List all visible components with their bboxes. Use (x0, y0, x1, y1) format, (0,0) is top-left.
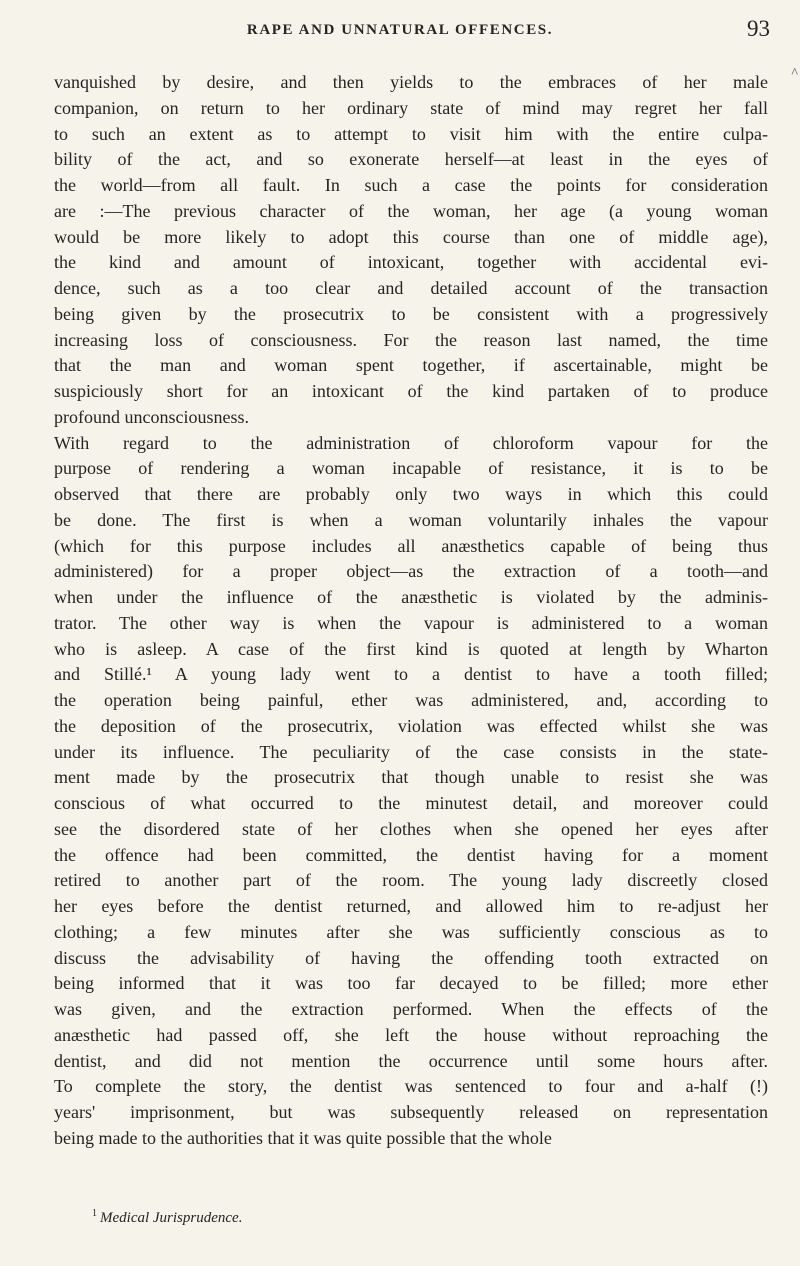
text-line: To complete the story, the dentist was sentenced to four and a-half (!) (54, 1076, 768, 1097)
text-line: dence, such as a too clear and detailed account of the transaction (54, 278, 768, 298)
running-head-title: RAPE AND UNNATURAL OFFENCES. (246, 22, 554, 38)
text-line: bility of the act, and so exonerate herself—at least in the eyes of (54, 149, 768, 170)
text-line: when under the influence of the anæsthetic is violated by the adminis- (54, 587, 768, 607)
text-line: see the disordered state of her clothes when she opened her eyes after (54, 818, 768, 839)
text-line: that the man and woman spent together, if ascertainable, might be (54, 355, 768, 376)
running-head (0, 14, 800, 44)
text-line: would be more likely to adopt this course than one of middle age), (54, 226, 768, 247)
text-line: suspiciously short for an intoxicant of the kind partaken of to produce (54, 381, 768, 401)
footnote-mark: 1 (92, 1208, 97, 1219)
text-line: the kind and amount of intoxicant, together with accidental evi- (54, 252, 768, 273)
text-line: conscious of what occurred to the minutest detail, and moreover could (54, 793, 768, 813)
text-line: purpose of rendering a woman incapable of resistance, it is to be (54, 458, 768, 479)
text-line: was given, and the extraction performed. When the effects of the (54, 999, 768, 1019)
page-number: 93 (747, 16, 770, 41)
text-line: be done. The first is when a woman voluntarily inhales the vapour (54, 509, 768, 530)
footnote (92, 1208, 242, 1227)
text-line: the world—from all fault. In such a case the points for consideration (54, 175, 768, 195)
text-line: who is asleep. A case of the first kind is quoted at length by Wharton (54, 638, 768, 659)
text-line: retired to another part of the room. The young lady discreetly closed (54, 870, 768, 891)
text-line: being made to the authorities that it was quite possible that the whole (54, 1127, 552, 1148)
text-line: and Stillé.¹ A young lady went to a dentist to have a tooth filled; (54, 664, 768, 685)
text-line: vanquished by desire, and then yields to the embraces of her male (54, 72, 768, 92)
text-line: ment made by the prosecutrix that though unable to resist she was (54, 767, 768, 788)
text-line: the operation being painful, ether was administered, and, according to (54, 690, 768, 710)
text-line: under its influence. The peculiarity of the case consists in the state- (54, 741, 768, 762)
text-line: observed that there are probably only two ways in which this could (54, 484, 768, 504)
text-line: the deposition of the prosecutrix, violation was effected whilst she was (54, 715, 768, 736)
text-line: are :—The previous character of the woman, her age (a young woman (54, 200, 768, 221)
edge-mark: ^ (791, 66, 798, 81)
text-line: being given by the prosecutrix to be consistent with a progressively (54, 303, 768, 324)
text-line: her eyes before the dentist returned, and allowed him to re-adjust her (54, 896, 768, 916)
text-line: to such an extent as to attempt to visit him with the entire culpa- (54, 123, 768, 144)
text-line: anæsthetic had passed off, she left the house without reproaching the (54, 1024, 768, 1045)
text-line: discuss the advisability of having the offending tooth extracted on (54, 947, 768, 968)
text-line: being informed that it was too far decayed to be filled; more ether (54, 973, 768, 994)
text-line: years' imprisonment, but was subsequently released on representation (54, 1102, 768, 1122)
text-line: companion, on return to her ordinary state of mind may regret her fall (54, 97, 768, 118)
text-line: administered) for a proper object—as the extraction of a tooth—and (54, 561, 768, 582)
text-line: (which for this purpose includes all anæsthetics capable of being thus (54, 535, 768, 556)
text-line: clothing; a few minutes after she was sufficiently conscious as to (54, 921, 768, 942)
text-line: With regard to the administration of chloroform vapour for the (54, 432, 768, 453)
text-line: profound unconsciousness. (54, 406, 249, 427)
text-line: the offence had been committed, the dentist having for a moment (54, 844, 768, 865)
body-text (54, 70, 768, 1152)
footnote-text: Medical Jurisprudence. (100, 1210, 243, 1226)
text-line: trator. The other way is when the vapour is administered to a woman (54, 612, 768, 633)
text-line: increasing loss of consciousness. For the reason last named, the time (54, 329, 768, 350)
text-line: dentist, and did not mention the occurrence until some hours after. (54, 1050, 768, 1071)
